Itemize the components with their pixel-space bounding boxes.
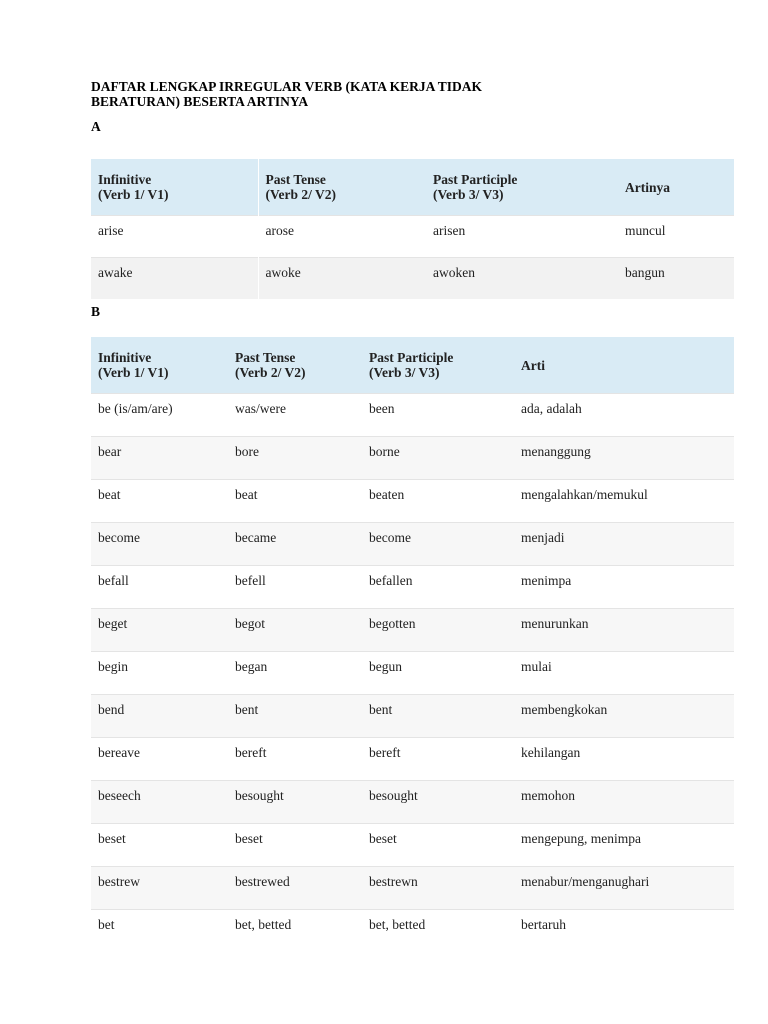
cell-past-participle: borne <box>362 437 514 480</box>
header-meaning: Artinya <box>618 159 734 216</box>
cell-past-tense: beat <box>228 480 362 523</box>
cell-past-participle: bent <box>362 695 514 738</box>
cell-past-participle: become <box>362 523 514 566</box>
cell-past-tense: bet, betted <box>228 910 362 953</box>
cell-past-participle: bestrewn <box>362 867 514 910</box>
cell-meaning: menurunkan <box>514 609 734 652</box>
table-header-row <box>91 159 734 216</box>
cell-past-participle: begotten <box>362 609 514 652</box>
cell-past-tense: beset <box>228 824 362 867</box>
table-header-row <box>91 337 734 394</box>
cell-meaning: bertaruh <box>514 910 734 953</box>
table-row <box>91 609 734 652</box>
header-infinitive: Infinitive (Verb 1/ V1) <box>91 337 228 394</box>
cell-past-participle: begun <box>362 652 514 695</box>
cell-meaning: menjadi <box>514 523 734 566</box>
cell-meaning: ada, adalah <box>514 394 734 437</box>
cell-meaning: mengepung, menimpa <box>514 824 734 867</box>
cell-past-tense: besought <box>228 781 362 824</box>
cell-meaning: bangun <box>618 258 734 300</box>
cell-infinitive: beseech <box>91 781 228 824</box>
cell-infinitive: become <box>91 523 228 566</box>
table-row <box>91 394 734 437</box>
table-row <box>91 258 734 300</box>
table-row <box>91 437 734 480</box>
cell-past-participle: besought <box>362 781 514 824</box>
cell-meaning: menanggung <box>514 437 734 480</box>
cell-infinitive: begin <box>91 652 228 695</box>
verb-table-a <box>91 159 734 299</box>
section-letter-b: B <box>91 304 101 319</box>
cell-meaning: menabur/menganughari <box>514 867 734 910</box>
cell-meaning: mengalahkan/memukul <box>514 480 734 523</box>
cell-past-tense: begot <box>228 609 362 652</box>
table-row <box>91 695 734 738</box>
cell-past-participle: befallen <box>362 566 514 609</box>
cell-meaning: mulai <box>514 652 734 695</box>
cell-past-tense: became <box>228 523 362 566</box>
cell-past-participle: been <box>362 394 514 437</box>
header-past-tense: Past Tense (Verb 2/ V2) <box>258 159 426 216</box>
verb-table-b <box>91 337 734 952</box>
cell-past-tense: bestrewed <box>228 867 362 910</box>
cell-infinitive: bet <box>91 910 228 953</box>
cell-meaning: membengkokan <box>514 695 734 738</box>
cell-past-tense: arose <box>258 216 426 258</box>
cell-meaning: menimpa <box>514 566 734 609</box>
cell-past-participle: awoken <box>426 258 618 300</box>
table-row <box>91 738 734 781</box>
document-title: DAFTAR LENGKAP IRREGULAR VERB (KATA KERJA TIDAK BERATURAN) BESERTA ARTINYA <box>91 79 483 109</box>
cell-past-participle: bet, betted <box>362 910 514 953</box>
header-infinitive: Infinitive (Verb 1/ V1) <box>91 159 258 216</box>
cell-past-tense: awoke <box>258 258 426 300</box>
cell-past-tense: began <box>228 652 362 695</box>
table-row <box>91 523 734 566</box>
cell-meaning: muncul <box>618 216 734 258</box>
header-past-tense: Past Tense (Verb 2/ V2) <box>228 337 362 394</box>
cell-infinitive: be (is/am/are) <box>91 394 228 437</box>
section-letter-a: A <box>91 119 101 134</box>
table-row <box>91 867 734 910</box>
cell-infinitive: bereave <box>91 738 228 781</box>
cell-past-tense: befell <box>228 566 362 609</box>
cell-past-tense: was/were <box>228 394 362 437</box>
table-row <box>91 824 734 867</box>
cell-meaning: kehilangan <box>514 738 734 781</box>
header-past-participle: Past Participle (Verb 3/ V3) <box>362 337 514 394</box>
cell-past-participle: bereft <box>362 738 514 781</box>
cell-past-participle: beset <box>362 824 514 867</box>
cell-past-tense: bent <box>228 695 362 738</box>
cell-past-tense: bore <box>228 437 362 480</box>
cell-infinitive: bestrew <box>91 867 228 910</box>
cell-infinitive: bear <box>91 437 228 480</box>
cell-infinitive: beget <box>91 609 228 652</box>
table-row <box>91 652 734 695</box>
cell-infinitive: arise <box>91 216 258 258</box>
table-row <box>91 216 734 258</box>
table-row <box>91 910 734 953</box>
table-row <box>91 480 734 523</box>
cell-infinitive: awake <box>91 258 258 300</box>
header-past-participle: Past Participle (Verb 3/ V3) <box>426 159 618 216</box>
cell-infinitive: bend <box>91 695 228 738</box>
table-row <box>91 566 734 609</box>
document-page <box>91 79 734 952</box>
cell-infinitive: beat <box>91 480 228 523</box>
cell-meaning: memohon <box>514 781 734 824</box>
cell-infinitive: beset <box>91 824 228 867</box>
table-row <box>91 781 734 824</box>
cell-past-participle: arisen <box>426 216 618 258</box>
cell-past-tense: bereft <box>228 738 362 781</box>
cell-past-participle: beaten <box>362 480 514 523</box>
header-meaning: Arti <box>514 337 734 394</box>
cell-infinitive: befall <box>91 566 228 609</box>
